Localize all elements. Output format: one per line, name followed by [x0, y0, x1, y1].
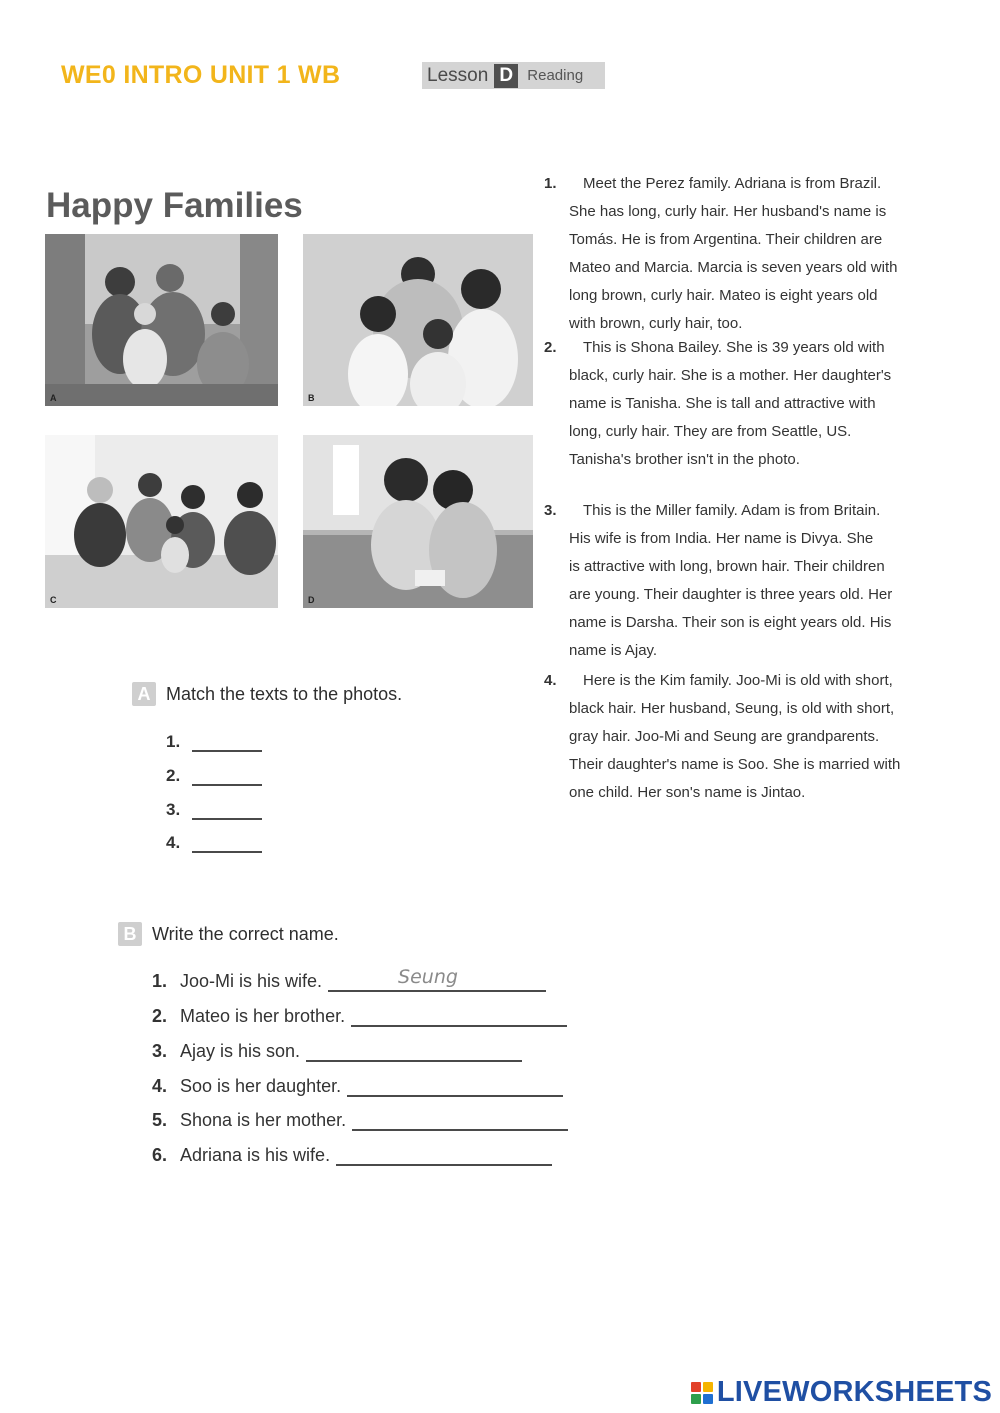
reading-line: gray hair. Joo-Mi and Seung are grandparents. — [569, 728, 880, 745]
match-row-3 — [166, 800, 262, 820]
reading-number: 4. — [544, 672, 557, 689]
photo-b — [303, 234, 533, 406]
reading-line: are young. Their daughter is three years old. Her — [569, 586, 893, 603]
name-row-2 — [152, 1003, 567, 1027]
family-photo-d-image — [303, 435, 533, 608]
match-number: 1. — [166, 732, 181, 751]
match-answer-field[interactable] — [192, 833, 262, 853]
name-number: 3. — [152, 1041, 168, 1061]
name-answer-field[interactable] — [352, 1107, 568, 1131]
liveworksheets-logo-icon — [691, 1382, 713, 1404]
task-b-header — [118, 922, 339, 946]
task-b-instruction: Write the correct name. — [152, 923, 339, 944]
logo-square — [691, 1394, 701, 1404]
logo-square — [691, 1382, 701, 1392]
match-answer-field[interactable] — [192, 732, 262, 752]
reading-line: Tomás. He is from Argentina. Their children are — [569, 231, 883, 248]
family-photo-c-image — [45, 435, 278, 608]
reading-line: This is Shona Bailey. She is 39 years old with — [583, 339, 885, 356]
reading-line: name is Darsha. Their son is eight years old. His — [569, 614, 892, 631]
name-prompt: Joo-Mi is his wife. — [180, 971, 323, 991]
reading-text-4 — [544, 667, 944, 807]
photo-d — [303, 435, 533, 608]
match-answer-field[interactable] — [192, 800, 262, 820]
logo-square — [703, 1382, 713, 1392]
lesson-letter-badge: D — [494, 64, 518, 88]
liveworksheets-wordmark: LIVEWORKSHEETS — [716, 1376, 992, 1408]
name-row-5 — [152, 1107, 568, 1131]
task-a-instruction: Match the texts to the photos. — [166, 683, 403, 704]
reading-number: 1. — [544, 175, 557, 192]
name-row-1 — [152, 968, 546, 992]
task-a-badge: A — [132, 682, 156, 706]
photo-a — [45, 234, 278, 406]
name-answer-field[interactable] — [328, 968, 546, 992]
reading-line: Mateo and Marcia. Marcia is seven years old with — [569, 259, 898, 276]
name-number: 1. — [152, 971, 168, 991]
task-b-badge: B — [118, 922, 142, 946]
reading-line: name is Ajay. — [569, 642, 658, 659]
photo-letter-a: A — [50, 393, 57, 403]
reading-line: Their daughter's name is Soo. She is married with — [569, 756, 901, 773]
match-number: 2. — [166, 766, 181, 785]
reading-line: Here is the Kim family. Joo-Mi is old with short, — [583, 672, 893, 689]
match-number: 4. — [166, 833, 181, 852]
reading-line: long brown, curly hair. Mateo is eight years old — [569, 287, 878, 304]
worksheet-title: WE0 INTRO UNIT 1 WB — [61, 61, 341, 89]
name-answer-field[interactable] — [351, 1003, 567, 1027]
name-row-6 — [152, 1142, 552, 1166]
name-prompt: Shona is her mother. — [180, 1110, 347, 1130]
match-row-2 — [166, 766, 262, 786]
match-number: 3. — [166, 800, 181, 819]
match-row-4 — [166, 833, 262, 853]
name-row-3 — [152, 1038, 522, 1062]
reading-line: with brown, curly hair, too. — [569, 315, 743, 332]
name-number: 4. — [152, 1076, 168, 1096]
photo-letter-b: B — [308, 393, 315, 403]
page-title: Happy Families — [46, 186, 303, 225]
photo-letter-d: D — [308, 595, 315, 605]
lesson-banner — [422, 62, 605, 89]
logo-square — [703, 1394, 713, 1404]
name-answer-text: Seung — [398, 966, 458, 988]
name-prompt: Adriana is his wife. — [180, 1145, 331, 1165]
task-a-header — [132, 682, 402, 706]
match-answer-field[interactable] — [192, 766, 262, 786]
reading-line: black hair. Her husband, Seung, is old with short, — [569, 700, 895, 717]
reading-line: His wife is from India. Her name is Divya. She — [569, 530, 874, 547]
name-prompt: Mateo is her brother. — [180, 1006, 346, 1026]
reading-text-1 — [544, 170, 944, 338]
name-number: 5. — [152, 1110, 168, 1130]
name-number: 6. — [152, 1145, 168, 1165]
reading-line: Tanisha's brother isn't in the photo. — [569, 451, 800, 468]
lesson-word: Lesson — [427, 64, 489, 86]
family-photo-b-image — [303, 234, 533, 406]
photo-letter-c: C — [50, 595, 57, 605]
reading-line: long, curly hair. They are from Seattle, US. — [569, 423, 852, 440]
reading-line: is attractive with long, brown hair. Their children — [569, 558, 885, 575]
photo-c — [45, 435, 278, 608]
match-row-1 — [166, 732, 262, 752]
name-prompt: Soo is her daughter. — [180, 1076, 342, 1096]
reading-number: 3. — [544, 502, 557, 519]
name-answer-field[interactable] — [347, 1073, 563, 1097]
reading-line: Meet the Perez family. Adriana is from Brazil. — [583, 175, 882, 192]
name-answer-field[interactable] — [306, 1038, 522, 1062]
lesson-section: Reading — [527, 67, 584, 84]
reading-line: This is the Miller family. Adam is from Britain. — [583, 502, 881, 519]
reading-text-2 — [544, 334, 944, 474]
reading-text-3 — [544, 497, 944, 665]
liveworksheets-brand[interactable] — [691, 1376, 992, 1409]
name-answer-field[interactable] — [336, 1142, 552, 1166]
family-photo-a-image — [45, 234, 278, 406]
name-prompt: Ajay is his son. — [180, 1041, 301, 1061]
name-row-4 — [152, 1073, 563, 1097]
reading-line: black, curly hair. She is a mother. Her daughter's — [569, 367, 892, 384]
name-number: 2. — [152, 1006, 168, 1026]
reading-line: one child. Her son's name is Jintao. — [569, 784, 806, 801]
reading-line: She has long, curly hair. Her husband's name is — [569, 203, 887, 220]
reading-line: name is Tanisha. She is tall and attractive with — [569, 395, 876, 412]
reading-number: 2. — [544, 339, 557, 356]
